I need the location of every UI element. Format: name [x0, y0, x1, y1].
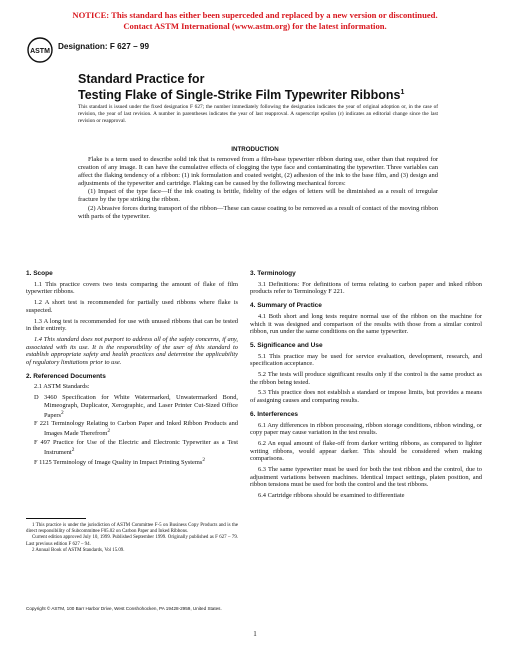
section-1-4: 1.4 This standard does not purport to address all of the safety concerns, if any, associated with its use. It is the responsibility of the user of this standard to establish appropriate safety and health practices and determine the applicability of regulatory limitations prior to use. — [26, 335, 238, 367]
interferences-heading: 6. Interferences — [250, 410, 299, 418]
logo-text: ASTM — [30, 48, 50, 55]
title-footnote-mark: 1 — [400, 89, 405, 96]
significance-heading: 5. Significance and Use — [250, 341, 323, 349]
notice-line-2: Contact ASTM International (www.astm.org) for the latest information. — [123, 21, 387, 31]
footnote-divider — [26, 518, 86, 519]
introduction-body — [78, 156, 438, 221]
summary-heading: 4. Summary of Practice — [250, 302, 322, 310]
title-line-2 — [78, 86, 404, 102]
reference-f221-mark: 2 — [107, 428, 111, 435]
right-column — [250, 270, 482, 503]
reference-f221 — [34, 420, 238, 438]
scope-heading: 1. Scope — [26, 270, 53, 277]
section-1-3: 1.3 A long test is recommended for use with unused ribbons that can be tested in their entirety. — [26, 317, 238, 333]
reference-d3460 — [34, 394, 238, 419]
reference-f497-text: F 497 Practice for Use of the Electric and Electronic Typewriter as a Test Instrument — [34, 438, 238, 456]
title-line-1: Standard Practice for — [78, 72, 205, 86]
reference-d3460-mark: 2 — [61, 409, 64, 416]
section-4-1: 4.1 Both short and long tests require normal use of the ribbon on the machine for which it was designed and comparison of the results with those from a similar control ribbon, run under the same conditions on the same typewriter. — [250, 312, 482, 336]
section-2-1: 2.1 ASTM Standards: — [34, 383, 90, 391]
section-6-2: 6.2 An equal amount of flake-off from darker writing ribbons, as compared to lighter writing ribbons, would appear darker. This should be considered when making comparisons. — [250, 439, 482, 463]
section-1-1: 1.1 This practice covers two tests comparing the amount of flake of film typewriter ribbons. — [26, 280, 238, 296]
section-5-1: 5.1 This practice may be used for service evaluation, development, research, and specification acceptance. — [250, 352, 482, 368]
terminology-heading: 3. Terminology — [250, 270, 296, 277]
section-5-2: 5.2 The tests will produce significant results only if the control is the same product as the ribbon being tested. — [250, 371, 482, 386]
footnote-2: 2 Annual Book of ASTM Standards, Vol 15.09. — [32, 547, 125, 553]
reference-f497 — [34, 439, 238, 457]
reference-f1125 — [34, 457, 238, 467]
referenced-documents-heading: 2. Referenced Documents — [26, 372, 106, 380]
intro-paragraph-3: (2) Abrasive forces during transport of the ribbon—These can cause coating to be removed as a result of contact of the moving ribbon with parts of the typewriter. — [78, 204, 438, 220]
reference-f1125-mark: 2 — [202, 457, 206, 464]
section-5-3: 5.3 This practice does not establish a standard or impose limits, but provides a means of assigning causes and comparing results. — [250, 389, 482, 405]
page-number: 1 — [253, 630, 257, 638]
reference-d3460-text: D 3460 Specification for White Watermarked, Unwatermarked Bond, Mimeograph, Duplicator, Xerographic, and Laser Printer Cut-Sized Office Papers — [34, 394, 238, 419]
copyright-line: Copyright © ASTM, 100 Barr Harbor Drive, West Conshohocken, PA 19428-2959, United States. — [26, 606, 222, 611]
left-column — [26, 270, 238, 468]
introduction-heading: INTRODUCTION — [231, 146, 279, 153]
designation: Designation: F 627 – 99 — [58, 42, 150, 51]
section-6-4: 6.4 Cartridge ribbons should be examined to differentiate — [258, 492, 405, 500]
title-line-2-text: Testing Flake of Single-Strike Film Typewriter Ribbons — [78, 88, 401, 103]
supersession-notice — [0, 10, 510, 32]
section-6-3: 6.3 The same typewriter must be used for both the test ribbon and the control, due to adjustment variations between machines. Identical impact settings, platen position, and ribbon tensions must be used for both the control and the test ribbons. — [250, 466, 482, 489]
footnote-1: 1 This practice is under the jurisdiction of ASTM Committee F-5 on Business Copy Products and is the direct responsibility of Subcommittee F05.02 on Carbon Paper and Inked Ribbons. — [26, 523, 238, 535]
reference-f497-mark: 2 — [71, 446, 75, 453]
reference-f1125-text: F 1125 Terminology of Image Quality in Impact Printing Systems — [34, 459, 203, 467]
section-1-2: 1.2 A short test is recommended for partially used ribbons where flake is suspected. — [26, 299, 238, 314]
footnotes — [26, 523, 238, 554]
intro-paragraph-2: (1) Impact of the type face—If the ink coating is brittle, fidelity of the edges of letters will be diminished as a result of irregular fracture by the type striking the ribbon. — [78, 188, 438, 204]
section-3-1: 3.1 Definitions: For definitions of terms relating to carbon paper and inked ribbon products refer to Terminology F 221. — [250, 280, 482, 296]
section-6-1: 6.1 Any differences in ribbon processing, ribbon storage conditions, ribbon winding, or copy paper may cause variation in the test results. — [250, 421, 482, 437]
notice-line-1: NOTICE: This standard has either been superceded and replaced by a new version or discontinued. — [72, 10, 438, 20]
footnote-1-edition: Current edition approved July 10, 1999. Published September 1999. Originally published as F 627 – 79. Last previous edition F 627 – 94. — [26, 535, 238, 547]
astm-logo-icon — [26, 37, 54, 63]
standard-issuance-note: This standard is issued under the fixed designation F 627; the number immediately following the designation indicates the year of original adoption or, in the case of revision, the year of last revision. A number in parentheses indicates the year of last reapproval. A superscript epsilon (ε) indicates an editorial change since the last revision or reapproval. — [78, 104, 438, 124]
reference-f221-text: F 221 Terminology Relating to Carbon Paper and Inked Ribbon Products and Images Made Therefrom — [34, 420, 238, 438]
document-title — [78, 72, 404, 102]
intro-paragraph-1: Flake is a term used to describe solid ink that is removed from a film-base typewriter ribbon during use, other than that required for creation of any image. It can have the cumulative effects of clogging the type face and contaminating the typewriter. Three variables can affect the flaking tendency of a ribbon: (1) ink formulation and coated weight, (2) adhesion of the ink to the base film, and (3) design and adjustments of the typewriter and cartridge. Flaking can be caused by the following mechanical forces: — [78, 156, 438, 188]
